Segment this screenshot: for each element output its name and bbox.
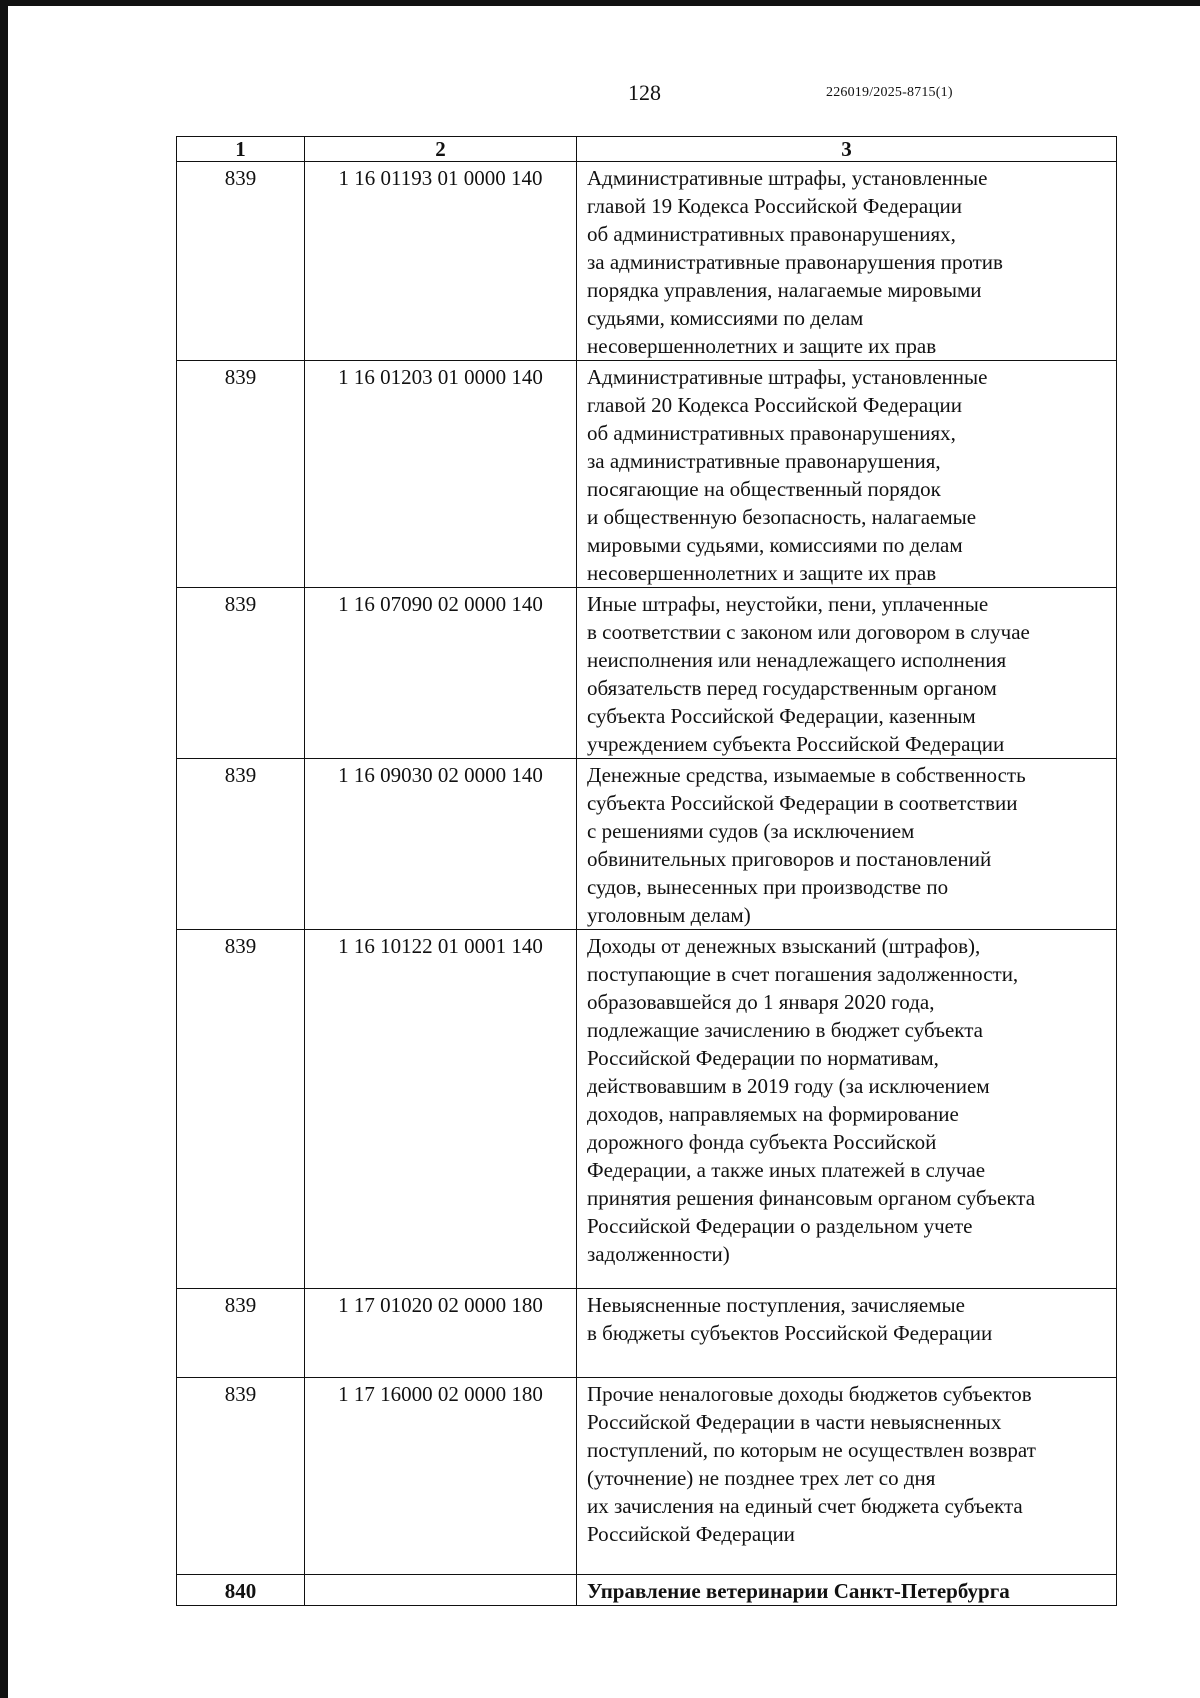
revenue-code-cell: 1 17 01020 02 0000 180 bbox=[305, 1289, 577, 1378]
description-line: Доходы от денежных взысканий (штрафов), bbox=[587, 934, 981, 958]
description-line: Российской Федерации в части невыясненных bbox=[587, 1410, 1002, 1434]
revenue-code-cell: 1 16 09030 02 0000 140 bbox=[305, 759, 577, 930]
revenue-code-cell bbox=[305, 1575, 577, 1606]
description-line: подлежащие зачислению в бюджет субъекта bbox=[587, 1018, 983, 1042]
admin-code-cell: 839 bbox=[177, 361, 305, 588]
table-row bbox=[177, 361, 1117, 588]
table-row bbox=[177, 162, 1117, 361]
description-line: об административных правонарушениях, bbox=[587, 222, 956, 246]
description-cell bbox=[577, 361, 1117, 588]
table-row bbox=[177, 1289, 1117, 1378]
admin-code-cell: 839 bbox=[177, 759, 305, 930]
description-line: за административные правонарушения, bbox=[587, 449, 941, 473]
description-line: мировыми судьями, комиссиями по делам bbox=[587, 533, 963, 557]
scan-border-left bbox=[0, 0, 8, 1698]
table-row bbox=[177, 588, 1117, 759]
column-header-1: 1 bbox=[177, 137, 305, 162]
description-line: поступающие в счет погашения задолженности, bbox=[587, 962, 1019, 986]
description-line: Невыясненные поступления, зачисляемые bbox=[587, 1293, 965, 1317]
scan-border-top bbox=[0, 0, 1200, 6]
revenue-code-cell: 1 17 16000 02 0000 180 bbox=[305, 1378, 577, 1575]
description-line: Иные штрафы, неустойки, пени, уплаченные bbox=[587, 592, 989, 616]
description-line: и общественную безопасность, налагаемые bbox=[587, 505, 977, 529]
revenue-code-cell: 1 16 10122 01 0001 140 bbox=[305, 930, 577, 1289]
description-line: в бюджеты субъектов Российской Федерации bbox=[587, 1321, 993, 1345]
description-line: уголовным делам) bbox=[587, 903, 751, 927]
description-line: задолженности) bbox=[587, 1242, 730, 1266]
description-line: Российской Федерации о раздельном учете bbox=[587, 1214, 973, 1238]
description-cell bbox=[577, 759, 1117, 930]
description-line: Прочие неналоговые доходы бюджетов субъектов bbox=[587, 1382, 1032, 1406]
description-cell bbox=[577, 162, 1117, 361]
revenue-code-cell: 1 16 01193 01 0000 140 bbox=[305, 162, 577, 361]
description-line: обязательств перед государственным органом bbox=[587, 676, 997, 700]
table-row bbox=[177, 1378, 1117, 1575]
admin-code-cell: 839 bbox=[177, 588, 305, 759]
description-line: дорожного фонда субъекта Российской bbox=[587, 1130, 937, 1154]
description-line: доходов, направляемых на формирование bbox=[587, 1102, 959, 1126]
description-line: главой 20 Кодекса Российской Федерации bbox=[587, 393, 962, 417]
budget-codes-table-container bbox=[176, 136, 1116, 1606]
column-header-2: 2 bbox=[305, 137, 577, 162]
description-cell bbox=[577, 1378, 1117, 1575]
revenue-code-cell: 1 16 01203 01 0000 140 bbox=[305, 361, 577, 588]
description-line: Административные штрафы, установленные bbox=[587, 166, 988, 190]
description-line: Денежные средства, изымаемые в собственность bbox=[587, 763, 1026, 787]
description-line: несовершеннолетних и защите их прав bbox=[587, 334, 937, 358]
description-line: действовавшим в 2019 году (за исключением bbox=[587, 1074, 990, 1098]
description-cell bbox=[577, 930, 1117, 1289]
description-line: Российской Федерации bbox=[587, 1522, 795, 1546]
table-row bbox=[177, 759, 1117, 930]
page-number: 128 bbox=[628, 80, 661, 105]
description-line: Федерации, а также иных платежей в случае bbox=[587, 1158, 986, 1182]
column-header-3: 3 bbox=[577, 137, 1117, 162]
description-line: субъекта Российской Федерации в соответствии bbox=[587, 791, 1018, 815]
description-line: за административные правонарушения против bbox=[587, 250, 1003, 274]
revenue-code-cell: 1 16 07090 02 0000 140 bbox=[305, 588, 577, 759]
admin-code-cell: 840 bbox=[177, 1575, 305, 1606]
description-line: судьями, комиссиями по делам bbox=[587, 306, 864, 330]
table-header-row bbox=[177, 137, 1117, 162]
description-line: с решениями судов (за исключением bbox=[587, 819, 915, 843]
description-line: обвинительных приговоров и постановлений bbox=[587, 847, 992, 871]
description-line: главой 19 Кодекса Российской Федерации bbox=[587, 194, 962, 218]
budget-codes-table bbox=[176, 136, 1117, 1606]
description-line: несовершеннолетних и защите их прав bbox=[587, 561, 937, 585]
admin-code-cell: 839 bbox=[177, 162, 305, 361]
description-line: учреждением субъекта Российской Федерации bbox=[587, 732, 1005, 756]
admin-code-cell: 839 bbox=[177, 1378, 305, 1575]
agency-name: Управление ветеринарии Санкт-Петербурга bbox=[587, 1579, 1010, 1603]
description-line: их зачисления на единый счет бюджета субъекта bbox=[587, 1494, 1023, 1518]
description-cell bbox=[577, 1575, 1117, 1606]
description-line: (уточнение) не позднее трех лет со дня bbox=[587, 1466, 936, 1490]
description-line: принятия решения финансовым органом субъекта bbox=[587, 1186, 1036, 1210]
admin-code-cell: 839 bbox=[177, 930, 305, 1289]
description-line: судов, вынесенных при производстве по bbox=[587, 875, 949, 899]
description-line: неисполнения или ненадлежащего исполнения bbox=[587, 648, 1007, 672]
description-cell bbox=[577, 588, 1117, 759]
description-line: образовавшейся до 1 января 2020 года, bbox=[587, 990, 935, 1014]
description-line: порядка управления, налагаемые мировыми bbox=[587, 278, 982, 302]
description-line: об административных правонарушениях, bbox=[587, 421, 956, 445]
description-line: Российской Федерации по нормативам, bbox=[587, 1046, 939, 1070]
description-line: Административные штрафы, установленные bbox=[587, 365, 988, 389]
description-line: в соответствии с законом или договором в случае bbox=[587, 620, 1030, 644]
description-cell bbox=[577, 1289, 1117, 1378]
description-line: субъекта Российской Федерации, казенным bbox=[587, 704, 976, 728]
table-row bbox=[177, 1575, 1117, 1606]
description-line: посягающие на общественный порядок bbox=[587, 477, 941, 501]
table-row bbox=[177, 930, 1117, 1289]
admin-code-cell: 839 bbox=[177, 1289, 305, 1378]
description-line: поступлений, по которым не осуществлен возврат bbox=[587, 1438, 1036, 1462]
document-id: 226019/2025-8715(1) bbox=[826, 85, 953, 100]
